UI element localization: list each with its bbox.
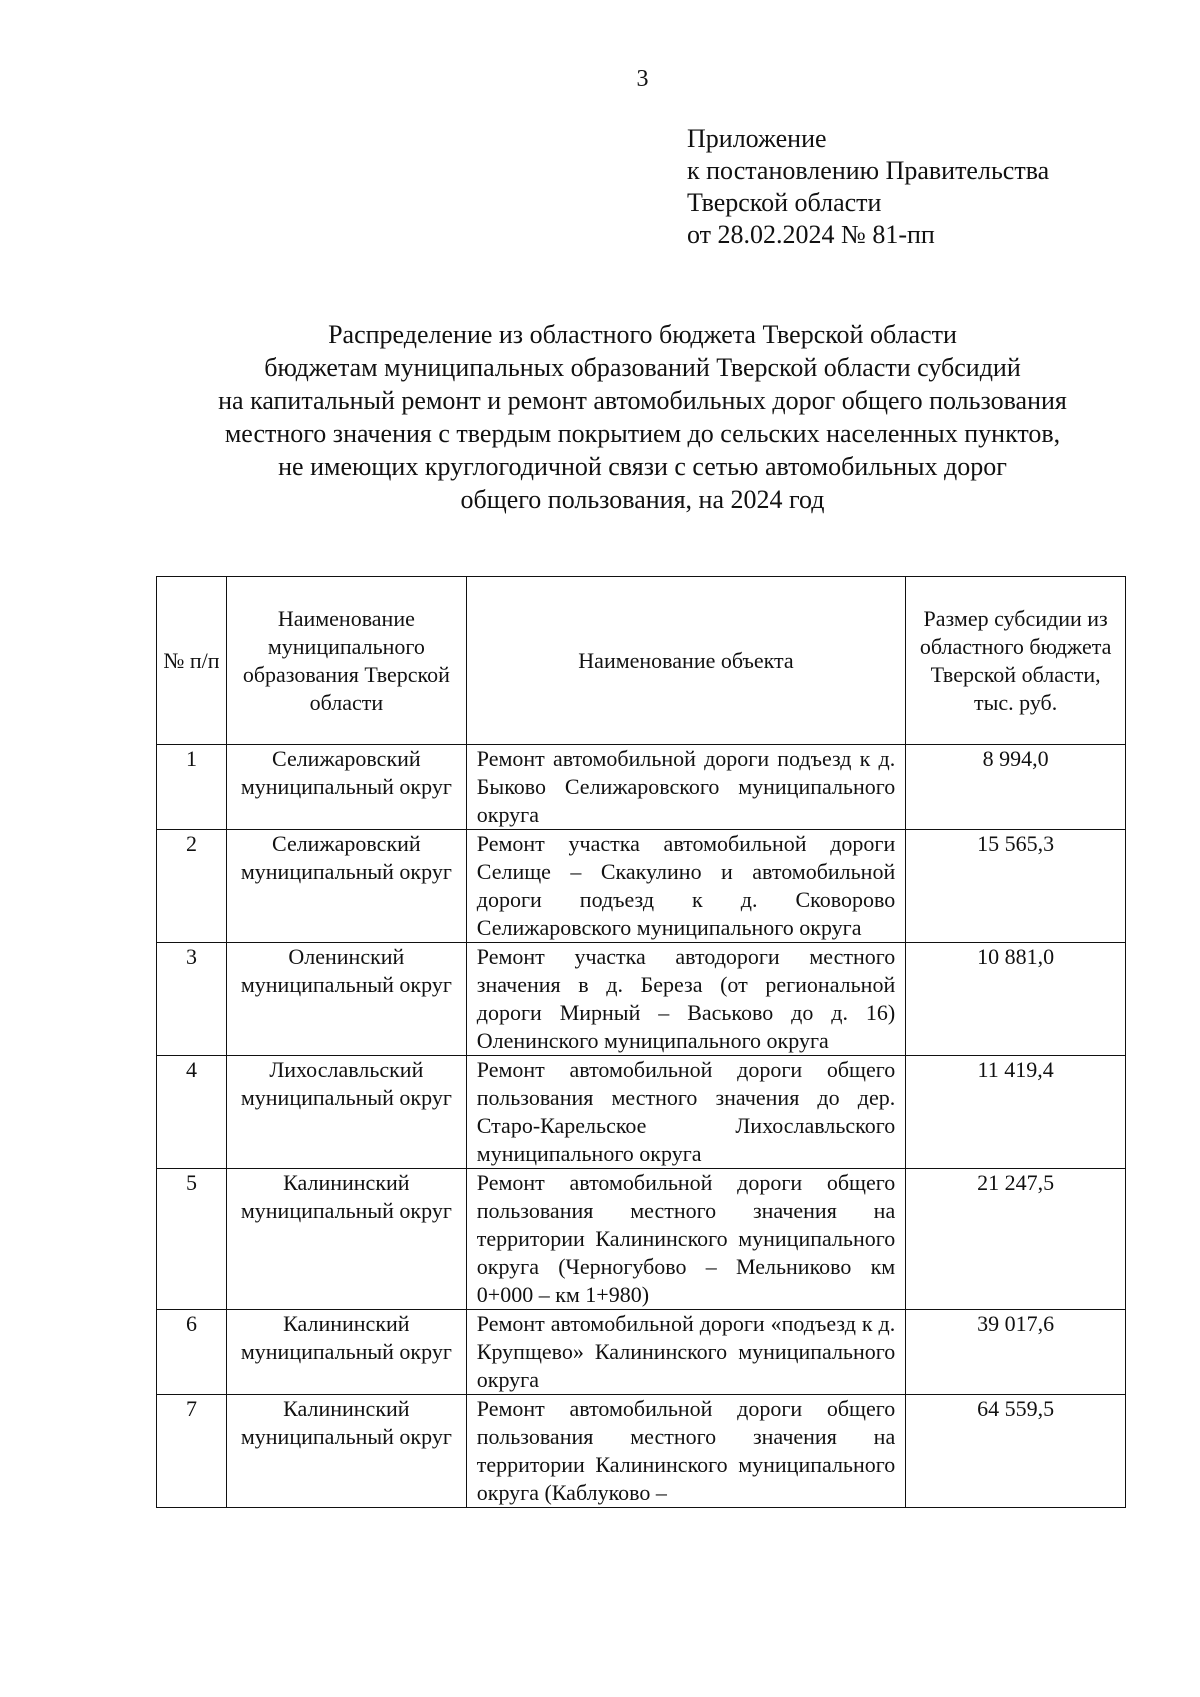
row-amount: 21 247,5 — [906, 1169, 1126, 1310]
header-object: Наименование объекта — [466, 577, 905, 745]
appendix-block — [687, 123, 1049, 251]
row-object: Ремонт автомобильной дороги «подъезд к д. Крупщево» Калининского муниципального округа — [466, 1310, 905, 1395]
row-num: 6 — [157, 1310, 227, 1395]
row-amount: 11 419,4 — [906, 1056, 1126, 1169]
row-num: 1 — [157, 745, 227, 830]
row-object: Ремонт участка автомобильной дороги Селище – Скакулино и автомобильной дороги подъезд к д. Сковорово Селижаровского муниципального округа — [466, 830, 905, 943]
title-line: бюджетам муниципальных образований Тверской области субсидий — [264, 353, 1021, 382]
table-row — [157, 1169, 1126, 1310]
row-num: 5 — [157, 1169, 227, 1310]
row-municipality: Лихославльский муниципальный округ — [226, 1056, 466, 1169]
row-municipality: Селижаровский муниципальный округ — [226, 745, 466, 830]
row-amount: 10 881,0 — [906, 943, 1126, 1056]
page-number: 3 — [636, 66, 649, 92]
table-row — [157, 745, 1126, 830]
subsidy-table — [156, 576, 1126, 1508]
title-line: Распределение из областного бюджета Тверской области — [328, 320, 957, 349]
row-num: 7 — [157, 1395, 227, 1508]
table-row — [157, 1310, 1126, 1395]
table-row — [157, 1056, 1126, 1169]
row-object: Ремонт автомобильной дороги общего пользования местного значения на территории Калининского муниципального округа (Каблуково – — [466, 1395, 905, 1508]
row-object: Ремонт участка автодороги местного значения в д. Береза (от региональной дороги Мирный – Васьково до д. 16) Оленинского муниципального округа — [466, 943, 905, 1056]
row-municipality: Калининский муниципальный округ — [226, 1310, 466, 1395]
row-num: 4 — [157, 1056, 227, 1169]
row-municipality: Селижаровский муниципальный округ — [226, 830, 466, 943]
appendix-line: от 28.02.2024 № 81-пп — [687, 220, 935, 249]
row-object: Ремонт автомобильной дороги подъезд к д. Быково Селижаровского муниципального округа — [466, 745, 905, 830]
header-num: № п/п — [157, 577, 227, 745]
header-municipality: Наименование муниципального образования Тверской области — [226, 577, 466, 745]
row-amount: 64 559,5 — [906, 1395, 1126, 1508]
table-row — [157, 830, 1126, 943]
table-row — [157, 1395, 1126, 1508]
header-amount: Размер субсидии из областного бюджета Тверской области, тыс. руб. — [906, 577, 1126, 745]
row-amount: 39 017,6 — [906, 1310, 1126, 1395]
table-header-row — [157, 577, 1126, 745]
appendix-line: Тверской области — [687, 188, 882, 217]
row-municipality: Калининский муниципальный округ — [226, 1169, 466, 1310]
row-object: Ремонт автомобильной дороги общего пользования местного значения до дер. Старо-Карельское Лихославльского муниципального округа — [466, 1056, 905, 1169]
row-municipality: Оленинский муниципальный округ — [226, 943, 466, 1056]
document-title — [150, 318, 1135, 516]
appendix-line: к постановлению Правительства — [687, 156, 1050, 185]
row-amount: 8 994,0 — [906, 745, 1126, 830]
appendix-line: Приложение — [687, 124, 827, 153]
row-num: 2 — [157, 830, 227, 943]
row-amount: 15 565,3 — [906, 830, 1126, 943]
title-line: на капитальный ремонт и ремонт автомобильных дорог общего пользования — [218, 386, 1067, 415]
title-line: общего пользования, на 2024 год — [460, 485, 825, 514]
row-municipality: Калининский муниципальный округ — [226, 1395, 466, 1508]
row-object: Ремонт автомобильной дороги общего пользования местного значения на территории Калининского муниципального округа (Черногубово – Мельниково км 0+000 – км 1+980) — [466, 1169, 905, 1310]
title-line: не имеющих круглогодичной связи с сетью автомобильных дорог — [278, 452, 1007, 481]
table-row — [157, 943, 1126, 1056]
row-num: 3 — [157, 943, 227, 1056]
title-line: местного значения с твердым покрытием до сельских населенных пунктов, — [224, 419, 1061, 448]
